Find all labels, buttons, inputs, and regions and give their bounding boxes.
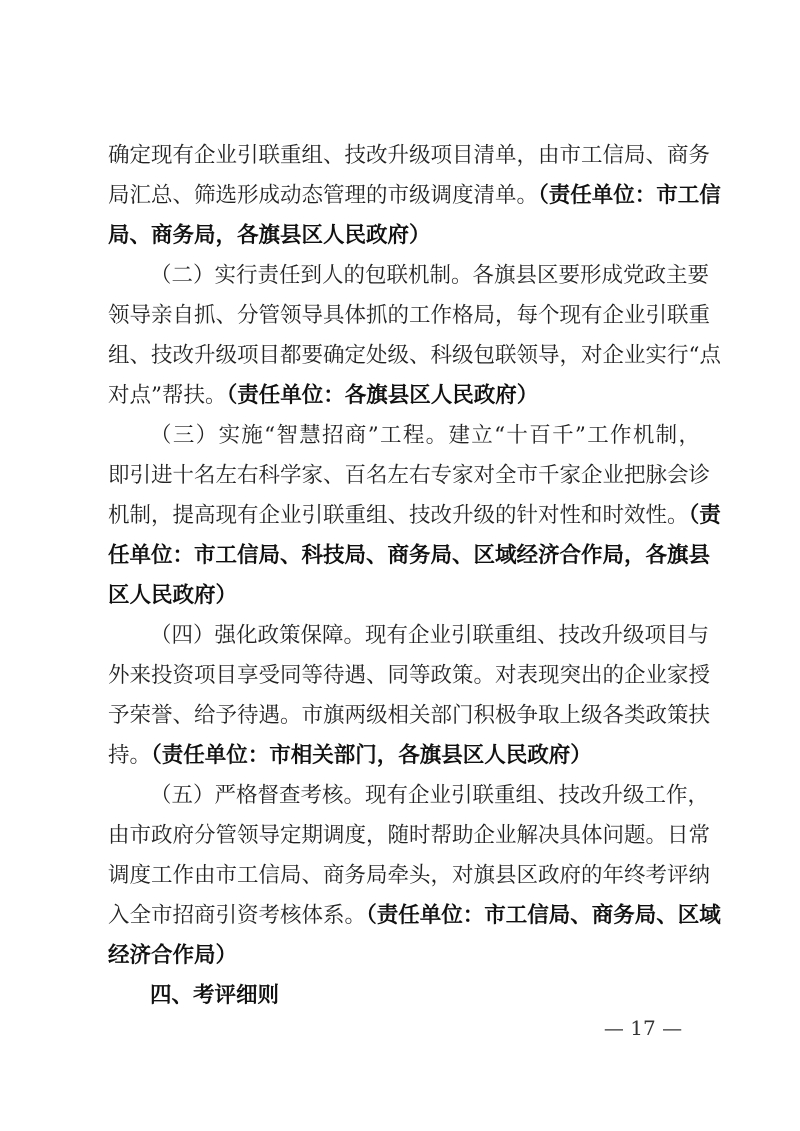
paragraph-first-line: （四）强化政策保障。现有企业引联重组、技改升级项目与: [150, 623, 710, 648]
body-line: 局、商务局，各旗县区人民政府）: [108, 223, 431, 248]
paragraph-first-line: （五）严格督查考核。现有企业引联重组、技改升级工作，: [150, 783, 710, 808]
body-line: 机制，提高现有企业引联重组、技改升级的针对性和时效性。（责: [108, 503, 721, 528]
paragraph-first-line: （三）实施“智慧招商”工程。建立“十百千”工作机制，: [150, 423, 700, 448]
section-heading: 四、考评细则: [150, 983, 280, 1008]
body-line: 确定现有企业引联重组、技改升级项目清单，由市工信局、商务: [108, 143, 711, 168]
paragraph-first-line: （二）实行责任到人的包联机制。各旗县区要形成党政主要: [150, 263, 710, 288]
body-line: 即引进十名左右科学家、百名左右专家对全市千家企业把脉会诊: [108, 463, 711, 488]
body-line: 领导亲自抓、分管领导具体抓的工作格局，每个现有企业引联重: [108, 303, 711, 328]
body-line: 局汇总、筛选形成动态管理的市级调度清单。（责任单位：市工信: [108, 183, 721, 208]
body-line: 由市政府分管领导定期调度，随时帮助企业解决具体问题。日常: [108, 823, 711, 848]
body-line: 外来投资项目享受同等待遇、同等政策。对表现突出的企业家授: [108, 663, 711, 688]
body-line: 持。（责任单位：市相关部门，各旗县区人民政府）: [108, 743, 592, 768]
page-number: — 17 —: [603, 1016, 683, 1040]
body-line: 组、技改升级项目都要确定处级、科级包联领导，对企业实行“点: [108, 343, 721, 368]
body-line: 予荣誉、给予待遇。市旗两级相关部门积极争取上级各类政策扶: [108, 703, 711, 728]
body-line: 任单位：市工信局、科技局、商务局、区域经济合作局，各旗县: [108, 543, 711, 568]
body-line: 区人民政府）: [108, 583, 238, 608]
body-line: 经济合作局）: [108, 943, 238, 968]
body-line: 对点”帮扶。（责任单位：各旗县区人民政府）: [108, 383, 539, 408]
body-line: 调度工作由市工信局、商务局牵头，对旗县区政府的年终考评纳: [108, 863, 711, 888]
body-line: 入全市招商引资考核体系。（责任单位：市工信局、商务局、区域: [108, 903, 721, 928]
